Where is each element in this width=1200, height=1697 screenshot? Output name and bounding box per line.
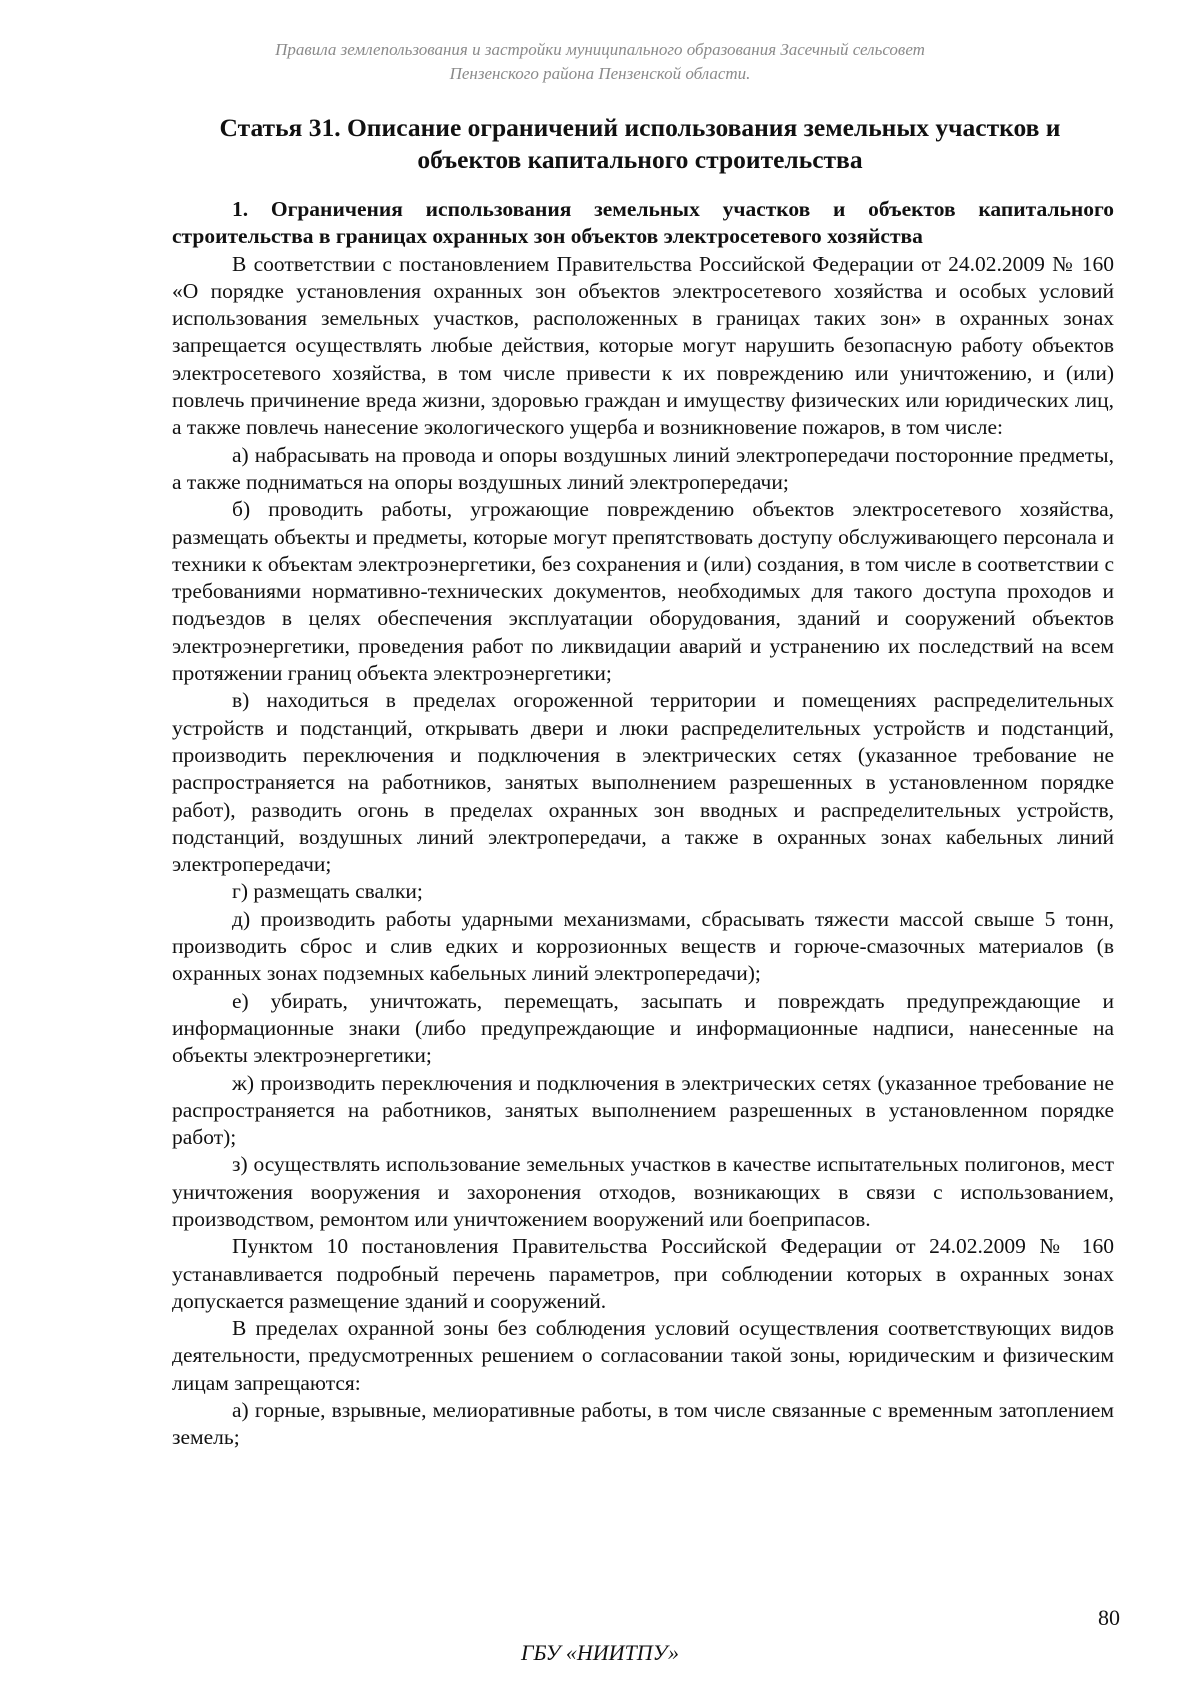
section-heading: 1. Ограничения использования земельных участков и объектов капитального строительства в границах охранных зон объектов электросетевого хозяйства — [172, 197, 1114, 249]
running-header-line-1: Правила землепользования и застройки муниципального образования Засечный сельсовет — [275, 40, 925, 59]
article-title-line-2: объектов капитального строительства — [417, 145, 863, 174]
paragraph-item-v: в) находиться в пределах огороженной территории и помещениях распределительных устройств и подстанций, открывать двери и люки распределительных устройств и подстанций, производить переключения и подключения в электрических сетях (указанное требование не распространяется на работников, занятых выполнением разрешенных в установленном порядке работ), разводить огонь в пределах охранных зон вводных и распределительных устройств, подстанций, воздушных линий электропередачи, а также в охранных зонах кабельных линий электропередачи; — [172, 688, 1114, 877]
running-header — [0, 38, 1200, 86]
running-header-line-2: Пензенского района Пензенской области. — [449, 64, 751, 83]
paragraph-intro: В соответствии с постановлением Правительства Российской Федерации от 24.02.2009 № 160 «О порядке установления охранных зон объектов электросетевого хозяйства и особых условий использования земельных участков, расположенных в границах таких зон» в охранных зонах запрещается осуществлять любые действия, которые могут нарушить безопасную работу объектов электросетевого хозяйства, в том числе привести к их повреждению или уничтожению, и (или) повлечь причинение вреда жизни, здоровью граждан и имуществу физических или юридических лиц, а также повлечь нанесение экологического ущерба и возникновение пожаров, в том числе: — [172, 251, 1114, 440]
paragraph-item-e: е) убирать, уничтожать, перемещать, засыпать и повреждать предупреждающие и информационные знаки (либо предупреждающие и информационные надписи, нанесенные на объекты электроэнергетики; — [172, 988, 1114, 1068]
paragraph-item-z: з) осуществлять использование земельных участков в качестве испытательных полигонов, мест уничтожения вооружения и захоронения отходов, возникающих в связи с использованием, производством, ремонтом или уничтожением вооружений или боеприпасов. — [172, 1152, 1114, 1231]
article-title — [170, 112, 1110, 176]
article-title-line-1: Статья 31. Описание ограничений использования земельных участков и — [219, 113, 1061, 142]
paragraph-item-a: а) набрасывать на провода и опоры воздушных линий электропередачи посторонние предметы, а также подниматься на опоры воздушных линий электропередачи; — [172, 442, 1114, 494]
paragraph-prohibitions: В пределах охранной зоны без соблюдения условий осуществления соответствующих видов деятельности, предусмотренных решением о согласовании такой зоны, юридическим и физическим лицам запрещаются: — [172, 1316, 1114, 1395]
paragraph-item-g: г) размещать свалки; — [232, 879, 423, 904]
paragraph-item-zh: ж) производить переключения и подключения в электрических сетях (указанное требование не распространяется на работников, занятых выполнением разрешенных в установленном порядке работ); — [172, 1070, 1114, 1150]
footer-organization: ГБУ «НИИТПУ» — [520, 1640, 680, 1665]
page-number: 80 — [1098, 1605, 1120, 1630]
paragraph-item-d: д) производить работы ударными механизмами, сбрасывать тяжести массой свыше 5 тонн, производить сброс и слив едких и коррозионных веществ и горюче-смазочных материалов (в охранных зонах подземных кабельных линий электропередачи); — [172, 906, 1114, 986]
paragraph-prohibition-a: а) горные, взрывные, мелиоративные работы, в том числе связанные с временным затоплением земель; — [172, 1398, 1114, 1450]
paragraph-point-10: Пунктом 10 постановления Правительства Российской Федерации от 24.02.2009 № 160 устанавливается подробный перечень параметров, при соблюдении которых в охранных зонах допускается размещение зданий и сооружений. — [172, 1234, 1114, 1313]
document-body — [172, 196, 1114, 1452]
paragraph-item-b: б) проводить работы, угрожающие повреждению объектов электросетевого хозяйства, размещать объекты и предметы, которые могут препятствовать доступу обслуживающего персонала и техники к объектам электроэнергетики, без сохранения и (или) создания, в том числе в соответствии с требованиями нормативно-технических документов, необходимых для такого доступа проходов и подъездов в целях обеспечения эксплуатации оборудования, зданий и сооружений объектов электроэнергетики, проведения работ по ликвидации аварий и устранению их последствий на всем протяжении границ объекта электроэнергетики; — [172, 497, 1114, 686]
